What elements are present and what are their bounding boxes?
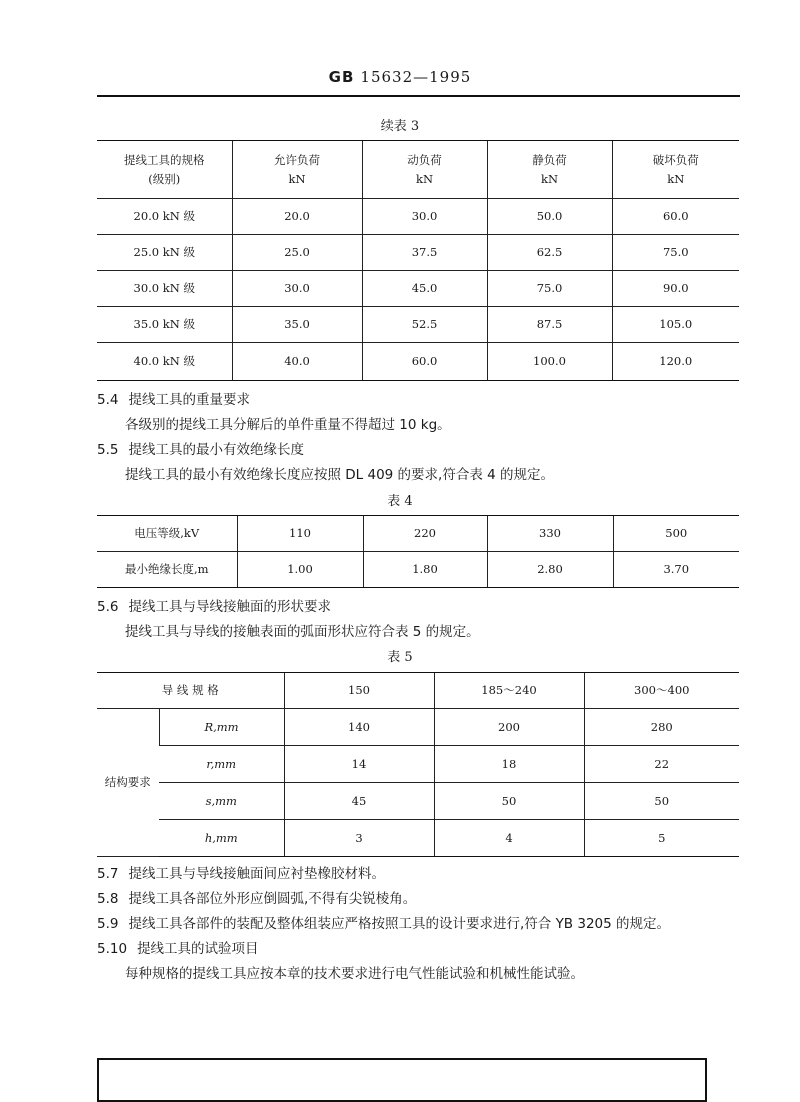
table-cell: 30.0 [232, 271, 362, 307]
table-cell: 120.0 [612, 343, 739, 381]
table-cell: 280 [584, 709, 739, 746]
table5-header-row [97, 673, 739, 709]
table-cell: 30.0 kN 级 [97, 271, 232, 307]
table-cell: 35.0 [232, 307, 362, 343]
table-row [97, 516, 739, 552]
table3-caption: 续表 3 [380, 119, 420, 134]
section-5-6-text: 提线工具与导线的接触表面的弧面形状应符合表 5 的规定。 [125, 624, 480, 640]
table5-caption: 表 5 [387, 650, 413, 665]
bottom-frame [97, 1058, 707, 1102]
section-5-6-heading: 5.6 提线工具与导线接触面的形状要求 [97, 599, 331, 615]
table-row [97, 709, 739, 746]
table-cell: 14 [284, 746, 434, 783]
table4-caption: 表 4 [387, 494, 413, 509]
table-cell: 100.0 [487, 343, 612, 381]
table-row [97, 820, 739, 857]
table-cell: 45 [284, 783, 434, 820]
table-cell: 110 [237, 516, 363, 552]
table-cell: 105.0 [612, 307, 739, 343]
table3-header-cell: 静负荷 kN [487, 141, 612, 199]
table-cell: 52.5 [362, 307, 487, 343]
table-cell: 220 [363, 516, 487, 552]
standard-prefix: GB [328, 68, 355, 86]
table-cell: 25.0 kN 级 [97, 235, 232, 271]
table-cell: 电压等级,kV [97, 516, 237, 552]
table3-header-cell: 提线工具的规格 (级别) [97, 141, 232, 199]
section-5-9-heading: 5.9 提线工具各部件的装配及整体组装应严格按照工具的设计要求进行,符合 YB 3205 的规定。 [97, 916, 671, 932]
table-cell: 75.0 [487, 271, 612, 307]
table-cell: 60.0 [612, 199, 739, 235]
table-row [97, 746, 739, 783]
table-cell: 4 [434, 820, 584, 857]
table5 [97, 672, 739, 857]
table-row [97, 783, 739, 820]
table-cell: 45.0 [362, 271, 487, 307]
table-row [97, 235, 739, 271]
table-cell: 300～400 [584, 673, 739, 709]
table-cell: 20.0 [232, 199, 362, 235]
table-cell: 25.0 [232, 235, 362, 271]
section-5-8-heading: 5.8 提线工具各部位外形应倒圆弧,不得有尖锐棱角。 [97, 891, 417, 907]
table-cell: 87.5 [487, 307, 612, 343]
table4 [97, 515, 739, 588]
table-cell: 5 [584, 820, 739, 857]
table-cell: 1.00 [237, 552, 363, 588]
section-5-4-text: 各级别的提线工具分解后的单件重量不得超过 10 kg。 [125, 417, 451, 433]
table-cell: r,mm [159, 746, 284, 783]
table-cell: 20.0 kN 级 [97, 199, 232, 235]
table-cell: 50 [584, 783, 739, 820]
table3-header-cell: 动负荷 kN [362, 141, 487, 199]
table3 [97, 140, 739, 381]
table-cell: 50 [434, 783, 584, 820]
table-cell: 140 [284, 709, 434, 746]
table-cell: 500 [613, 516, 739, 552]
table5-group-label: 结构要求 [97, 709, 159, 857]
table-cell: 330 [487, 516, 613, 552]
table-cell: 40.0 [232, 343, 362, 381]
section-5-7-heading: 5.7 提线工具与导线接触面间应衬垫橡胶材料。 [97, 866, 385, 882]
table-cell: s,mm [159, 783, 284, 820]
section-5-10-heading: 5.10 提线工具的试验项目 [97, 941, 259, 957]
table-cell: R,mm [159, 709, 284, 746]
table-row [97, 307, 739, 343]
table-cell: h,mm [159, 820, 284, 857]
table3-header-cell: 破坏负荷 kN [612, 141, 739, 199]
table-cell: 导 线 规 格 [97, 673, 284, 709]
table-cell: 18 [434, 746, 584, 783]
table-cell: 62.5 [487, 235, 612, 271]
section-5-4-heading: 5.4 提线工具的重量要求 [97, 392, 250, 408]
section-5-5-text: 提线工具的最小有效绝缘长度应按照 DL 409 的要求,符合表 4 的规定。 [125, 467, 555, 483]
table-cell: 30.0 [362, 199, 487, 235]
page-header [0, 68, 800, 86]
table-row [97, 199, 739, 235]
table-cell: 75.0 [612, 235, 739, 271]
header-rule [97, 95, 740, 97]
table-cell: 37.5 [362, 235, 487, 271]
table-cell: 35.0 kN 级 [97, 307, 232, 343]
standard-number: 15632—1995 [360, 68, 472, 86]
table-cell: 最小绝缘长度,m [97, 552, 237, 588]
table-cell: 60.0 [362, 343, 487, 381]
table3-header-row [97, 141, 739, 199]
table-cell: 2.80 [487, 552, 613, 588]
table-cell: 50.0 [487, 199, 612, 235]
table-row [97, 552, 739, 588]
table-cell: 3.70 [613, 552, 739, 588]
table-cell: 22 [584, 746, 739, 783]
table-cell: 40.0 kN 级 [97, 343, 232, 381]
table-cell: 185～240 [434, 673, 584, 709]
table-cell: 3 [284, 820, 434, 857]
table-cell: 90.0 [612, 271, 739, 307]
section-5-10-text: 每种规格的提线工具应按本章的技术要求进行电气性能试验和机械性能试验。 [125, 966, 584, 982]
table-row [97, 343, 739, 381]
table-cell: 1.80 [363, 552, 487, 588]
table-row [97, 271, 739, 307]
section-5-5-heading: 5.5 提线工具的最小有效绝缘长度 [97, 442, 304, 458]
table3-header-cell: 允许负荷 kN [232, 141, 362, 199]
table-cell: 200 [434, 709, 584, 746]
table-cell: 150 [284, 673, 434, 709]
